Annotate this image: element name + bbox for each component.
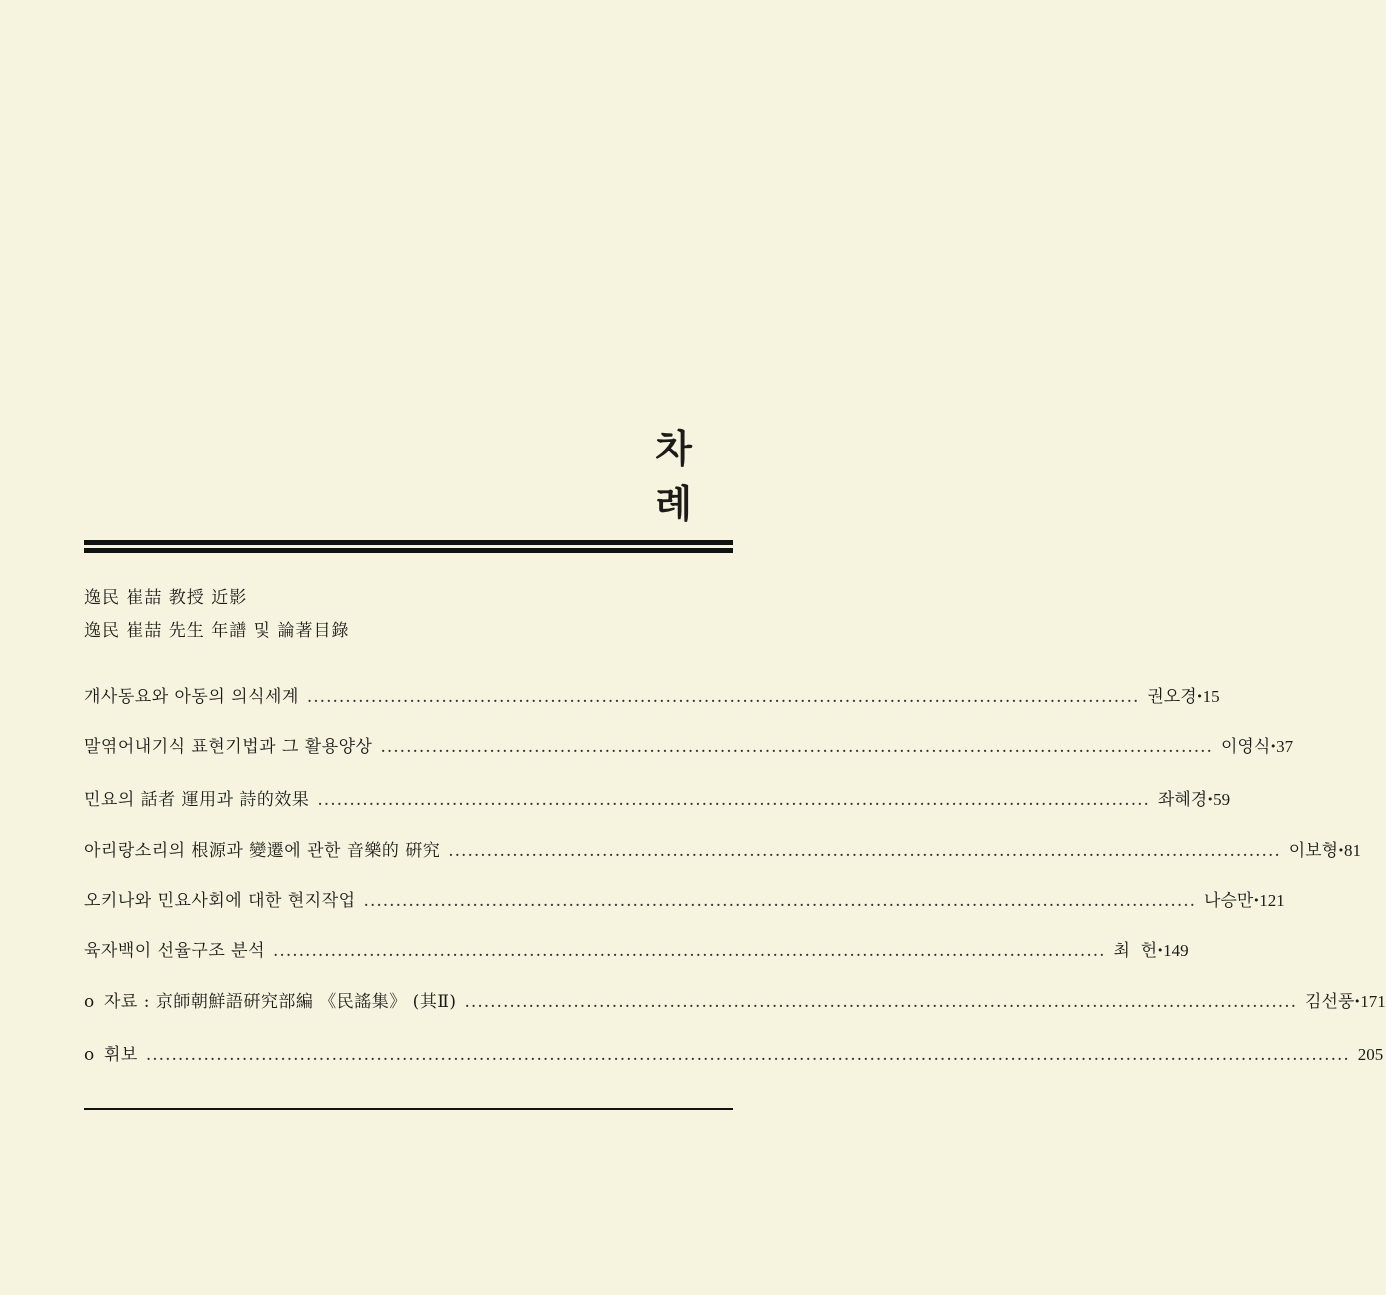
header-rule-bottom [84,548,733,553]
entry-separator: · [1157,941,1164,961]
entry-separator: · [1253,891,1260,911]
entry-title-wrap [84,1040,138,1065]
leader-dots: .................................................................................................................................. [448,841,1281,861]
toc-entry[interactable] [84,732,1294,762]
entry-author: 나승만 [1204,891,1254,911]
leader-dots: .................................................................................................................................. [380,737,1213,757]
entry-separator: · [1207,790,1214,810]
front-matter-portrait: 逸民 崔喆 教授 近影 [84,588,248,608]
entry-title: 민요의 話者 運用과 詩的效果 [84,790,310,810]
entry-author: 권오경 [1147,687,1197,707]
entry-page: 59 [1213,790,1231,809]
entry-page: 205 [1357,1045,1384,1064]
entry-page: 37 [1276,737,1294,756]
entry-separator: · [1270,737,1277,757]
entry-title: 아리랑소리의 根源과 變遷에 관한 音樂的 硏究 [84,841,441,861]
leader-dots: .................................................................................................................................. [363,891,1197,911]
leader-dots: .................................................................................................................................. [306,687,1140,707]
leader-dots: ............................................................................................................................................................................................ [145,1045,1350,1065]
leader-dots: .................................................................................................................................. [273,941,1106,961]
leader-dots: .................................................................................................................................. [464,992,1298,1012]
header-rule-top [84,540,733,545]
page-title: 차 례 [655,427,720,526]
entry-author: 최 헌 [1113,941,1158,961]
toc-entry[interactable] [84,1040,1384,1070]
entry-separator: · [1354,992,1361,1012]
entry-author: 좌혜경 [1157,790,1208,810]
entry-separator: · [1196,687,1203,707]
toc-entry[interactable] [84,936,1189,966]
toc-entry[interactable] [84,836,1361,866]
entry-page: 15 [1202,687,1220,706]
entry-title: 말엮어내기식 표현기법과 그 활용양상 [84,737,373,757]
entry-page: 149 [1163,941,1189,960]
entry-title: 자료 : 京師朝鮮語硏究部編 《民謠集》 (其Ⅱ) [104,992,457,1012]
entry-title: 개사동요와 아동의 의식세계 [84,687,299,707]
entry-page: 81 [1343,841,1361,860]
entry-page: 121 [1259,891,1285,910]
toc-entry[interactable] [84,682,1220,712]
entry-author: 이보형 [1288,841,1339,861]
footer-rule [84,1108,733,1110]
leader-dots: .................................................................................................................................. [317,790,1150,810]
entry-author: 김선풍 [1305,992,1355,1012]
entry-title: 오키나와 민요사회에 대한 현지작업 [84,891,356,911]
toc-entry[interactable] [84,987,1386,1017]
entry-title: 휘보 [104,1045,138,1065]
toc-entry[interactable] [84,785,1231,815]
entry-title-wrap [84,987,457,1012]
bullet-icon: o [84,992,95,1012]
entry-page: 171 [1360,992,1386,1011]
entry-title: 육자백이 선율구조 분석 [84,941,266,961]
entry-separator: · [1338,841,1344,861]
toc-entry[interactable] [84,886,1285,916]
front-matter-chronology: 逸民 崔喆 先生 年譜 및 論著目錄 [84,621,350,641]
entry-author: 이영식 [1220,737,1271,757]
bullet-icon: o [84,1045,95,1065]
